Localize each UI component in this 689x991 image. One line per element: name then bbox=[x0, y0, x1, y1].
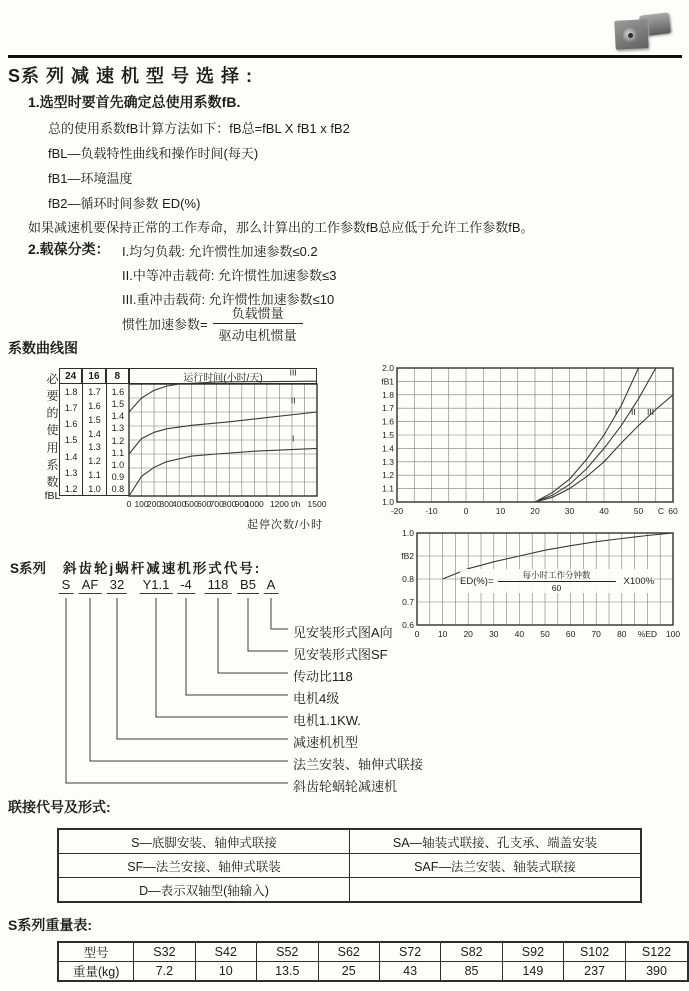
ed-formula-lhs: ED(%)= bbox=[460, 575, 494, 587]
inertia-formula bbox=[122, 303, 303, 344]
x-tick-label: 40 bbox=[514, 629, 525, 639]
weight-heading: S系列重量表: bbox=[8, 917, 92, 933]
code-token: A bbox=[264, 577, 279, 594]
scale-value: 1.1 bbox=[111, 447, 125, 458]
y-tick-label: 1.3 bbox=[382, 456, 394, 467]
scale-value: 1.5 bbox=[64, 435, 78, 446]
table-cell: SA—轴装式联接、孔支承、端盖安装 bbox=[350, 829, 642, 854]
table-row bbox=[58, 829, 641, 854]
output-shaft-boss bbox=[623, 28, 638, 43]
curve-label: II bbox=[290, 395, 296, 406]
section1-line: fBL—负载特性曲线和操作时间(每天) bbox=[48, 146, 259, 161]
table-cell: S—底脚安装、轴伸式联接 bbox=[58, 829, 350, 854]
table-cell: 390 bbox=[626, 962, 688, 982]
load-class-item: I.均匀负载: 允许惯性加速参数≤0.2 bbox=[122, 244, 318, 259]
axis-title-unit: fBL bbox=[44, 489, 61, 502]
table-cell: S82 bbox=[441, 942, 502, 962]
x-tick-label: 900 bbox=[234, 499, 249, 509]
scale-value: 1.2 bbox=[88, 456, 101, 467]
x-tick-label: 30 bbox=[564, 506, 575, 516]
x-tick-label: 50 bbox=[633, 506, 644, 516]
table-cell: S52 bbox=[257, 942, 319, 962]
scale-value: 1.4 bbox=[64, 451, 78, 462]
scale-value: 1.1 bbox=[88, 470, 101, 481]
x-tick-label: 0 bbox=[463, 506, 469, 516]
table-cell: S62 bbox=[318, 942, 379, 962]
table-cell: 7.2 bbox=[134, 962, 195, 982]
scale-value: 1.2 bbox=[111, 435, 125, 446]
y-tick-label: 1.7 bbox=[382, 403, 394, 414]
scale-value: 1.6 bbox=[111, 387, 125, 397]
curve-label: III bbox=[289, 367, 297, 378]
x-tick-label: 60 bbox=[668, 506, 678, 516]
x-tick-label: 10 bbox=[495, 506, 506, 516]
x-tick-label: C bbox=[657, 506, 664, 516]
x-tick-label: 60 bbox=[565, 629, 576, 639]
leader-line bbox=[66, 598, 288, 783]
x-tick-label: 20 bbox=[530, 506, 540, 516]
top-divider bbox=[8, 55, 682, 58]
curve-I bbox=[129, 448, 317, 496]
axis-title-char: 用 bbox=[46, 440, 59, 455]
ed-formula-rhs: X100% bbox=[623, 575, 655, 587]
load-class-item: III.重冲击载荷: 允许惯性加速参数≤10 bbox=[122, 292, 335, 307]
y-tick-label: 1.5 bbox=[382, 430, 394, 440]
axis-title-char: 系 bbox=[46, 457, 59, 472]
code-label: 见安装形式图A向 bbox=[293, 625, 393, 640]
x-tick-label: -10 bbox=[425, 506, 438, 516]
section1-line: fB2—循环时间参数 ED(%) bbox=[48, 196, 201, 211]
code-token: 118 bbox=[205, 577, 232, 594]
table-cell: 10 bbox=[195, 962, 256, 982]
code-token: B5 bbox=[237, 577, 259, 594]
chart-fb1 bbox=[368, 358, 688, 524]
ed-formula-denominator: 60 bbox=[498, 581, 616, 593]
table-cell: 重量(kg) bbox=[58, 962, 134, 982]
code-token: AF bbox=[79, 577, 102, 594]
weight-table bbox=[57, 941, 689, 982]
table-cell: S72 bbox=[379, 942, 440, 962]
table-cell: 13.5 bbox=[257, 962, 319, 982]
x-tick-label: -20 bbox=[390, 506, 404, 516]
table-cell: 149 bbox=[502, 962, 563, 982]
x-tick-label: 800 bbox=[222, 499, 237, 509]
scale-value: 1.6 bbox=[88, 400, 101, 411]
formula-fraction bbox=[213, 303, 303, 344]
code-label: 电机1.1KW. bbox=[293, 713, 361, 728]
chart-fb1-svg bbox=[368, 358, 688, 524]
y-tick-label: 0.8 bbox=[402, 574, 414, 584]
y-tick-label: fB1 bbox=[381, 376, 394, 387]
x-tick-label: 10 bbox=[437, 629, 448, 639]
x-tick-label: 1200 bbox=[269, 499, 289, 509]
table-cell: S42 bbox=[195, 942, 256, 962]
x-tick-label: 400 bbox=[172, 499, 187, 509]
scale-value: 1.8 bbox=[64, 387, 78, 397]
section2-heading: 2.载葆分类： bbox=[28, 241, 110, 257]
scale-value: 1.7 bbox=[88, 387, 101, 397]
formula-lhs: 惯性加速参数= bbox=[122, 317, 208, 332]
chart-fbl-axis-title bbox=[45, 370, 60, 502]
curve-label: I bbox=[291, 433, 295, 444]
y-tick-label: 1.8 bbox=[382, 389, 394, 400]
table-cell: S122 bbox=[626, 942, 688, 962]
model-code-diagram bbox=[0, 553, 689, 798]
y-tick-label: 0.7 bbox=[402, 597, 414, 607]
table-row bbox=[58, 878, 641, 903]
table-cell: 43 bbox=[379, 962, 440, 982]
table-cell: D—表示双轴型(轴输入) bbox=[58, 878, 350, 903]
x-tick-label: 1000 bbox=[244, 499, 264, 509]
table-cell: 237 bbox=[564, 962, 626, 982]
connection-heading: 联接代号及形式: bbox=[8, 799, 111, 815]
code-label: 减速机机型 bbox=[293, 735, 359, 750]
code-label: 电机4级 bbox=[293, 691, 340, 706]
table-cell: SF—法兰安接、轴伸式联装 bbox=[58, 854, 350, 878]
table-cell: SAF—法兰安装、轴装式联接 bbox=[350, 854, 642, 878]
x-tick-label: 100 bbox=[665, 629, 681, 639]
formula-denominator: 驱动电机惯量 bbox=[213, 323, 303, 344]
x-tick-label: 500 bbox=[184, 499, 199, 509]
scale-value: 1.0 bbox=[88, 483, 101, 494]
scale-header: 24 bbox=[59, 368, 82, 384]
formula-numerator: 负载惯量 bbox=[231, 306, 284, 321]
table-row bbox=[58, 942, 688, 962]
code-label: 见安装形式图SF bbox=[293, 647, 388, 662]
y-tick-label: 1.1 bbox=[382, 483, 394, 494]
code-label: 传动比118 bbox=[293, 669, 353, 684]
y-tick-label: 1.4 bbox=[382, 443, 394, 454]
chart-fbl-title: 运行时间(小时/天) bbox=[183, 372, 263, 384]
y-tick-label: 1.2 bbox=[382, 470, 394, 481]
table-cell: S32 bbox=[134, 942, 195, 962]
leader-line bbox=[156, 598, 288, 717]
table-cell: 85 bbox=[441, 962, 502, 982]
x-tick-label: t/h bbox=[290, 499, 301, 509]
scale-value: 1.0 bbox=[111, 459, 125, 470]
scale-value: 1.6 bbox=[64, 419, 78, 430]
x-tick-label: 300 bbox=[159, 499, 174, 509]
scale-value: 1.3 bbox=[111, 423, 125, 434]
scale-header: 16 bbox=[82, 368, 105, 384]
table-cell: S102 bbox=[564, 942, 626, 962]
curve-II bbox=[129, 412, 317, 454]
scale-value: 1.4 bbox=[111, 411, 125, 422]
scale-column bbox=[106, 384, 129, 496]
code-token: -4 bbox=[177, 577, 195, 594]
leader-line bbox=[90, 598, 288, 761]
axis-title-char: 使 bbox=[46, 423, 59, 438]
connection-table bbox=[57, 828, 642, 903]
code-label: 法兰安装、轴伸式联接 bbox=[293, 757, 424, 772]
section1-note: 如果减速机要保持正常的工作寿命，那么计算出的工作参数fB总应低于允许工作参数fB。 bbox=[28, 220, 534, 235]
y-tick-label: 2.0 bbox=[382, 363, 394, 373]
curve-label: I bbox=[614, 406, 618, 417]
x-tick-label: 0 bbox=[414, 629, 420, 639]
code-token: Y1.1 bbox=[140, 577, 173, 594]
leader-line bbox=[186, 598, 288, 695]
scale-column bbox=[82, 384, 105, 496]
scale-column bbox=[59, 384, 82, 496]
x-tick-label: 70 bbox=[591, 629, 601, 639]
leader-line bbox=[248, 598, 288, 651]
curve-label: II bbox=[630, 406, 636, 417]
x-tick-label: 200 bbox=[146, 499, 162, 509]
x-tick-label: 40 bbox=[599, 506, 609, 516]
chart-fbl bbox=[45, 362, 337, 538]
chart-fbl-title-cell bbox=[129, 368, 317, 384]
table-cell: 型号 bbox=[58, 942, 134, 962]
scale-value: 1.3 bbox=[88, 442, 101, 453]
x-tick-label: 700 bbox=[209, 499, 224, 509]
x-tick-label: 1500 bbox=[307, 499, 327, 509]
scale-value: 1.4 bbox=[88, 428, 101, 439]
model-code-heading: 斜齿轮j蜗杆减速机形式代号: bbox=[63, 561, 262, 576]
y-tick-label: 1.0 bbox=[402, 528, 414, 538]
scale-value: 0.8 bbox=[111, 484, 125, 494]
x-tick-label: 20 bbox=[463, 629, 473, 639]
y-tick-label: 0.6 bbox=[402, 620, 414, 630]
table-cell: S92 bbox=[502, 942, 563, 962]
model-code-series-label: S系列 bbox=[10, 561, 47, 576]
scale-value: 1.5 bbox=[111, 399, 125, 410]
scale-value: 1.3 bbox=[64, 467, 78, 478]
leader-line bbox=[271, 598, 288, 629]
code-label: 斜齿轮蜗轮减速机 bbox=[293, 779, 398, 794]
y-tick-label: 1.0 bbox=[382, 497, 394, 507]
section1-line: 总的使用系数fB计算方法如下：fB总=fBL X fB1 x fB2 bbox=[48, 121, 350, 136]
charts-heading: 系数曲线图 bbox=[8, 340, 78, 356]
scale-header: 8 bbox=[106, 368, 129, 384]
scale-value: 1.2 bbox=[64, 483, 78, 494]
curve-label: III bbox=[647, 406, 655, 417]
table-row bbox=[58, 854, 641, 878]
axis-title-char: 数 bbox=[46, 474, 59, 489]
scale-value: 1.5 bbox=[88, 414, 101, 425]
leader-line bbox=[117, 598, 288, 739]
table-row bbox=[58, 962, 688, 982]
leader-line bbox=[218, 598, 288, 673]
y-tick-label: 1.6 bbox=[382, 416, 394, 427]
axis-title-char: 必 bbox=[46, 372, 59, 386]
y-tick-label: fB2 bbox=[401, 551, 414, 561]
x-tick-label: 80 bbox=[617, 629, 627, 639]
section1-heading: 1.选型时要首先确定总使用系数fB. bbox=[28, 94, 241, 110]
x-tick-label: 600 bbox=[197, 499, 212, 509]
table-cell bbox=[350, 878, 642, 903]
gearmotor-photo bbox=[610, 7, 674, 55]
scale-value: 0.9 bbox=[111, 471, 125, 482]
load-class-item: II.中等冲击载荷: 允许惯性加速参数≤3 bbox=[122, 268, 337, 283]
code-token: S bbox=[59, 577, 74, 594]
axis-title-char: 要 bbox=[46, 389, 59, 404]
table-cell: 25 bbox=[318, 962, 379, 982]
x-tick-label: 30 bbox=[489, 629, 499, 639]
ed-formula-numerator: 每小时工作分钟数 bbox=[522, 570, 591, 580]
x-tick-label: %ED bbox=[637, 629, 658, 639]
curve-III bbox=[129, 381, 317, 412]
x-tick-label: 0 bbox=[126, 499, 132, 509]
chart-fbl-xlabel: 起停次数/小时 bbox=[246, 519, 324, 531]
code-token: 32 bbox=[107, 577, 127, 594]
scale-value: 1.7 bbox=[64, 403, 78, 414]
page-title: S系 列 减 速 机 型 号 选 择 : bbox=[8, 66, 254, 86]
x-tick-label: 50 bbox=[540, 629, 550, 639]
axis-title-char: 的 bbox=[46, 406, 59, 421]
x-tick-label: 100 bbox=[134, 499, 149, 509]
section1-line: fB1—环境温度 bbox=[48, 171, 133, 186]
